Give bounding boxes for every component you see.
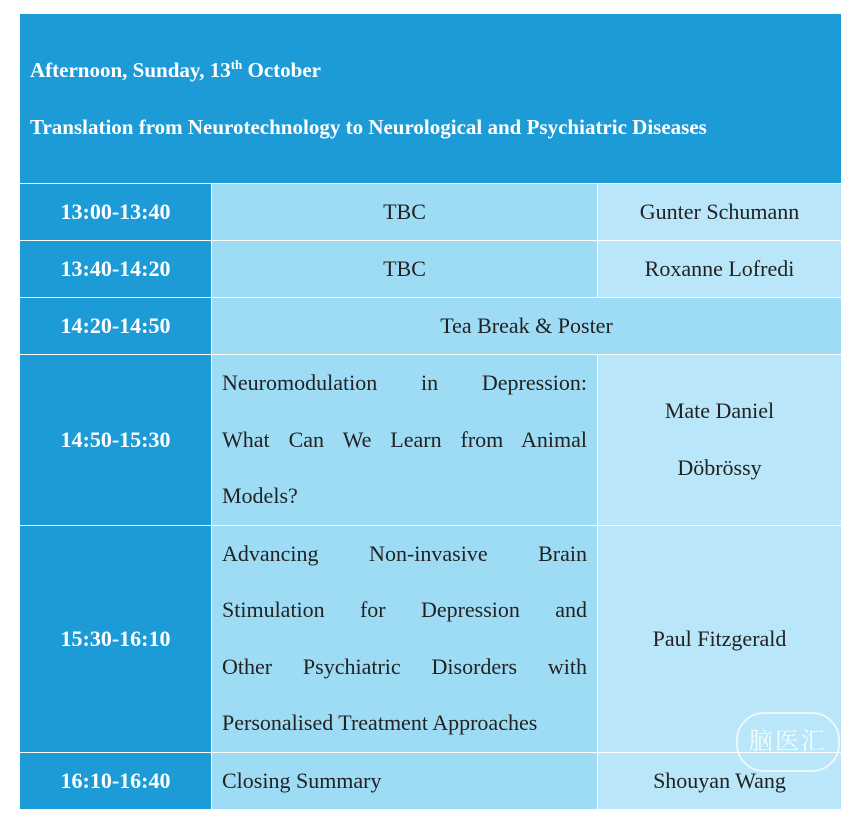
table-row [20,298,842,355]
talk-title: TBC [212,241,598,298]
break-label: Tea Break & Poster [212,298,842,355]
time-slot: 15:30-16:10 [20,525,212,752]
table-row [20,184,842,241]
schedule-table [19,13,842,810]
time-slot: 14:20-14:50 [20,298,212,355]
talk-title: TBC [212,184,598,241]
time-slot: 14:50-15:30 [20,355,212,526]
talk-title: Neuromodulation in Depression: What Can We Learn from Animal Models? [212,355,598,526]
speaker-name: Gunter Schumann [598,184,842,241]
time-slot: 13:00-13:40 [20,184,212,241]
talk-title: Closing Summary [212,752,598,809]
time-slot: 16:10-16:40 [20,752,212,809]
session-title: Translation from Neurotechnology to Neurological and Psychiatric Diseases [30,114,707,139]
table-row [20,355,842,526]
table-row [20,241,842,298]
talk-title: Advancing Non-invasive Brain Stimulation for Depression and Other Psychiatric Disorders with Personalised Treatment Approaches [212,525,598,752]
session-header [20,14,842,184]
session-date: Afternoon, Sunday, 13th October [30,57,322,82]
time-slot: 13:40-14:20 [20,241,212,298]
speaker-name: Paul Fitzgerald [598,525,842,752]
speaker-name: Shouyan Wang [598,752,842,809]
speaker-name: Mate Daniel Döbrössy [598,355,842,526]
speaker-name: Roxanne Lofredi [598,241,842,298]
table-row [20,752,842,809]
table-row [20,525,842,752]
watermark-logo: 脑医汇 [736,712,840,772]
